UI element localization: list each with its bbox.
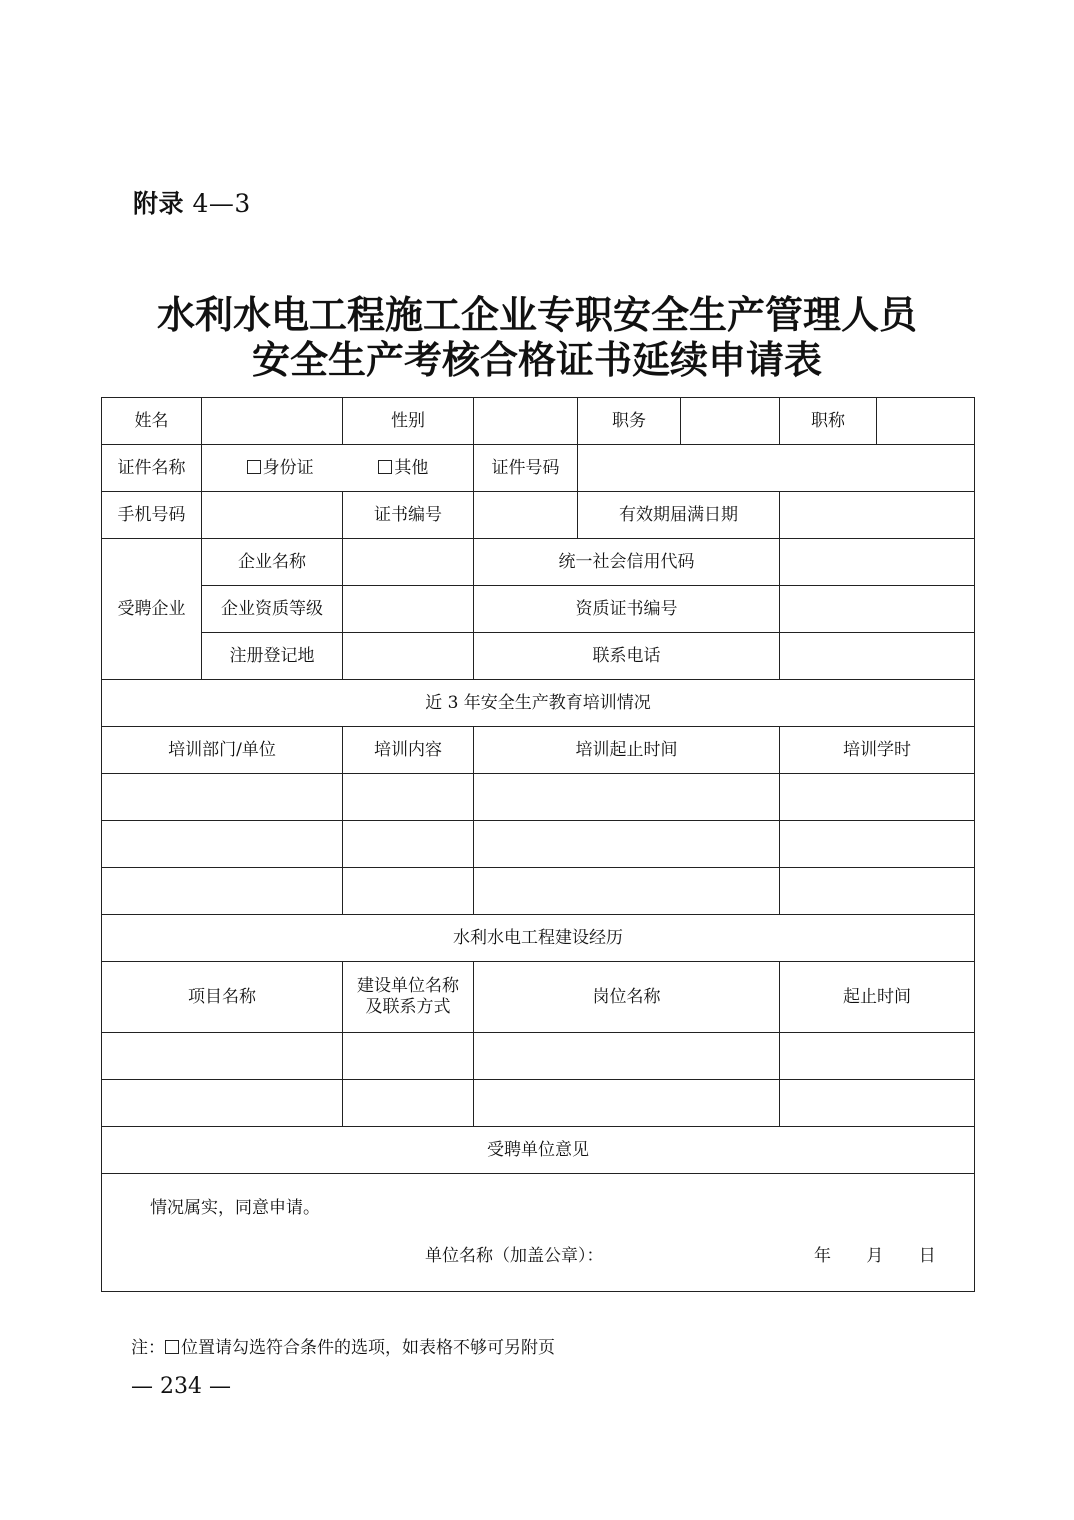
application-form-table bbox=[101, 397, 975, 1292]
training-cell[interactable] bbox=[780, 868, 975, 915]
training-cell[interactable] bbox=[102, 821, 343, 868]
table-row bbox=[102, 1080, 975, 1127]
id-card-checkbox[interactable]: 身份证 bbox=[247, 458, 314, 478]
table-row bbox=[102, 915, 975, 962]
table-row bbox=[102, 680, 975, 727]
qual-cert-label: 资质证书编号 bbox=[474, 586, 780, 633]
form-title-line1: 水利水电工程施工企业专职安全生产管理人员 bbox=[156, 293, 917, 337]
checkbox-icon bbox=[247, 460, 261, 474]
experience-cell[interactable] bbox=[780, 1033, 975, 1080]
training-cell[interactable] bbox=[102, 774, 343, 821]
training-section-header: 近 3 年安全生产教育培训情况 bbox=[102, 680, 975, 727]
experience-col-post: 岗位名称 bbox=[474, 962, 780, 1033]
appendix-label: 附录 4—3 bbox=[133, 189, 251, 218]
contact-phone-field[interactable] bbox=[780, 633, 975, 680]
table-row bbox=[102, 539, 975, 586]
table-row bbox=[102, 727, 975, 774]
checkbox-icon bbox=[378, 460, 392, 474]
name-label: 姓名 bbox=[102, 398, 202, 445]
expiry-field[interactable] bbox=[780, 492, 975, 539]
table-row bbox=[102, 774, 975, 821]
qualification-field[interactable] bbox=[343, 586, 474, 633]
training-cell[interactable] bbox=[343, 868, 474, 915]
table-row bbox=[102, 492, 975, 539]
opinion-text: 情况属实，同意申请。 bbox=[150, 1198, 320, 1218]
training-cell[interactable] bbox=[474, 821, 780, 868]
opinion-date-label: 年 月 日 bbox=[814, 1246, 936, 1266]
table-row bbox=[102, 821, 975, 868]
table-row bbox=[102, 1174, 975, 1292]
training-cell[interactable] bbox=[780, 774, 975, 821]
training-cell[interactable] bbox=[474, 868, 780, 915]
reg-place-label: 注册登记地 bbox=[202, 633, 343, 680]
experience-cell[interactable] bbox=[102, 1080, 343, 1127]
qualification-label: 企业资质等级 bbox=[202, 586, 343, 633]
opinion-section-header: 受聘单位意见 bbox=[102, 1127, 975, 1174]
experience-col-builder: 建设单位名称及联系方式 bbox=[343, 962, 474, 1033]
cert-number-label: 证书编号 bbox=[343, 492, 474, 539]
title-label: 职称 bbox=[780, 398, 877, 445]
opinion-box[interactable] bbox=[102, 1174, 975, 1292]
gender-label: 性别 bbox=[343, 398, 474, 445]
experience-cell[interactable] bbox=[343, 1033, 474, 1080]
page-number: — 234 — bbox=[131, 1374, 231, 1399]
experience-col-period: 起止时间 bbox=[780, 962, 975, 1033]
table-row bbox=[102, 586, 975, 633]
form-title-line2: 安全生产考核合格证书延续申请表 bbox=[251, 338, 822, 382]
cert-number-field[interactable] bbox=[474, 492, 578, 539]
name-field[interactable] bbox=[202, 398, 343, 445]
training-col-hours: 培训学时 bbox=[780, 727, 975, 774]
position-label: 职务 bbox=[578, 398, 681, 445]
training-cell[interactable] bbox=[474, 774, 780, 821]
table-row bbox=[102, 398, 975, 445]
employer-label: 受聘企业 bbox=[102, 539, 202, 680]
training-cell[interactable] bbox=[780, 821, 975, 868]
experience-cell[interactable] bbox=[780, 1080, 975, 1127]
id-number-label: 证件号码 bbox=[474, 445, 578, 492]
credit-code-field[interactable] bbox=[780, 539, 975, 586]
experience-cell[interactable] bbox=[343, 1080, 474, 1127]
experience-cell[interactable] bbox=[474, 1033, 780, 1080]
training-cell[interactable] bbox=[343, 774, 474, 821]
phone-label: 手机号码 bbox=[102, 492, 202, 539]
phone-field[interactable] bbox=[202, 492, 343, 539]
qual-cert-field[interactable] bbox=[780, 586, 975, 633]
id-type-label: 证件名称 bbox=[102, 445, 202, 492]
credit-code-label: 统一社会信用代码 bbox=[474, 539, 780, 586]
table-row bbox=[102, 868, 975, 915]
experience-cell[interactable] bbox=[102, 1033, 343, 1080]
training-col-dept: 培训部门/单位 bbox=[102, 727, 343, 774]
company-name-field[interactable] bbox=[343, 539, 474, 586]
other-id-checkbox[interactable]: 其他 bbox=[378, 458, 428, 478]
id-number-field[interactable] bbox=[578, 445, 975, 492]
training-col-content: 培训内容 bbox=[343, 727, 474, 774]
experience-cell[interactable] bbox=[474, 1080, 780, 1127]
contact-phone-label: 联系电话 bbox=[474, 633, 780, 680]
table-row bbox=[102, 445, 975, 492]
footnote: 注： 位置请勾选符合条件的选项，如表格不够可另附页 bbox=[131, 1338, 555, 1358]
id-type-options bbox=[202, 445, 474, 492]
title-field[interactable] bbox=[877, 398, 975, 445]
table-row bbox=[102, 1127, 975, 1174]
gender-field[interactable] bbox=[474, 398, 578, 445]
table-row bbox=[102, 962, 975, 1033]
training-cell[interactable] bbox=[102, 868, 343, 915]
training-cell[interactable] bbox=[343, 821, 474, 868]
training-col-period: 培训起止时间 bbox=[474, 727, 780, 774]
reg-place-field[interactable] bbox=[343, 633, 474, 680]
company-name-label: 企业名称 bbox=[202, 539, 343, 586]
position-field[interactable] bbox=[681, 398, 780, 445]
experience-col-project: 项目名称 bbox=[102, 962, 343, 1033]
experience-section-header: 水利水电工程建设经历 bbox=[102, 915, 975, 962]
opinion-sign-label: 单位名称（加盖公章）： bbox=[425, 1246, 604, 1266]
table-row bbox=[102, 1033, 975, 1080]
checkbox-icon bbox=[165, 1340, 179, 1354]
expiry-label: 有效期届满日期 bbox=[578, 492, 780, 539]
table-row bbox=[102, 633, 975, 680]
